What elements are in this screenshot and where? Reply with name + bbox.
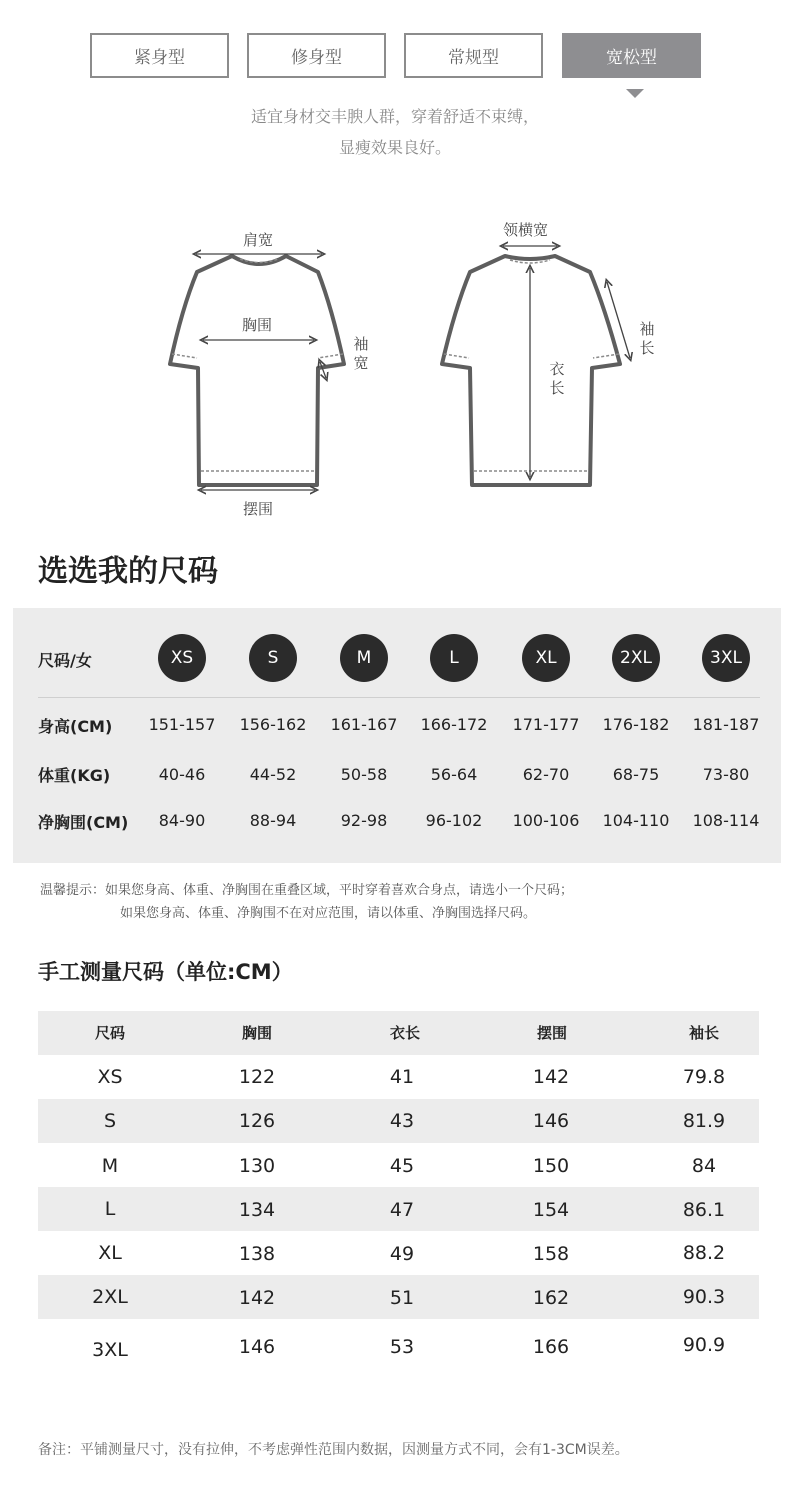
weight-value: 73-80 (702, 765, 750, 784)
column-header-chest: 胸围 (241, 1024, 272, 1042)
front-tshirt-icon (170, 256, 344, 485)
size-tip-line-2: 如果您身高、体重、净胸围不在对应范围，请以体重、净胸围选择尺码。 (120, 906, 537, 921)
size-badge-xs: XS (158, 634, 206, 682)
height-value: 181-187 (692, 715, 760, 734)
cell-hem: 154 (532, 1199, 570, 1221)
shoulder-width-label: 肩宽 (243, 231, 274, 249)
bust-value: 88-94 (249, 811, 297, 830)
cell-hem: 150 (532, 1155, 570, 1177)
size-section-title: 选选我的尺码 (38, 554, 218, 589)
weight-value: 56-64 (430, 765, 478, 784)
cell-sleeve: 86.1 (682, 1199, 726, 1221)
cell-sleeve: 90.9 (682, 1334, 726, 1356)
size-header-label: 尺码/女 (38, 651, 92, 670)
cell-chest: 126 (238, 1110, 276, 1132)
bust-row-label: 净胸围(CM) (38, 813, 129, 832)
footnote: 备注：平铺测量尺寸，没有拉伸，不考虑弹性范围内数据，因测量方式不同，会有1-3CM误差。 (38, 1442, 629, 1458)
column-header-length: 衣长 (389, 1024, 420, 1042)
cell-size: XL (98, 1242, 122, 1264)
size-badge-s: S (249, 634, 297, 682)
cell-sleeve: 90.3 (682, 1286, 726, 1308)
tshirt-measurement-diagram (0, 0, 790, 540)
cell-chest: 134 (238, 1199, 276, 1221)
cell-length: 45 (389, 1155, 415, 1177)
cell-chest: 130 (238, 1155, 276, 1177)
cell-sleeve: 88.2 (682, 1242, 726, 1264)
column-header-hem: 摆围 (536, 1024, 567, 1042)
body-length-label: 衣长 (549, 360, 565, 397)
cell-size: L (104, 1198, 116, 1220)
height-row-label: 身高(CM) (38, 717, 113, 736)
tab-tight-fit[interactable]: 紧身型 (90, 33, 229, 78)
weight-row-label: 体重(KG) (38, 766, 111, 785)
size-badge-l: L (430, 634, 478, 682)
cell-hem: 166 (532, 1336, 570, 1358)
hem-label: 摆围 (243, 500, 274, 518)
tab-loose-fit[interactable]: 宽松型 (562, 33, 701, 78)
bust-value: 108-114 (692, 811, 760, 830)
cell-length: 47 (389, 1199, 415, 1221)
height-value: 151-157 (148, 715, 216, 734)
back-tshirt-icon (442, 256, 620, 485)
cell-size: 3XL (92, 1339, 128, 1361)
weight-value: 50-58 (340, 765, 388, 784)
cell-chest: 142 (238, 1287, 276, 1309)
chest-label: 胸围 (242, 316, 273, 334)
sleeve-width-label: 袖宽 (353, 335, 369, 372)
weight-value: 62-70 (522, 765, 570, 784)
cell-length: 53 (389, 1336, 415, 1358)
weight-value: 44-52 (249, 765, 297, 784)
cell-sleeve: 81.9 (682, 1110, 726, 1132)
bust-value: 104-110 (602, 811, 670, 830)
cell-sleeve: 84 (691, 1155, 717, 1177)
tab-slim-fit[interactable]: 修身型 (247, 33, 386, 78)
cell-hem: 146 (532, 1110, 570, 1132)
bust-value: 84-90 (158, 811, 206, 830)
bust-value: 100-106 (512, 811, 580, 830)
height-value: 166-172 (420, 715, 488, 734)
sleeve-length-label: 袖长 (639, 320, 655, 357)
height-value: 161-167 (330, 715, 398, 734)
cell-length: 51 (389, 1287, 415, 1309)
cell-size: M (101, 1155, 119, 1177)
size-tip-line-1: 温馨提示：如果您身高、体重、净胸围在重叠区域，平时穿着喜欢合身点，请选小一个尺码； (40, 883, 574, 898)
weight-value: 68-75 (612, 765, 660, 784)
cell-length: 49 (389, 1243, 415, 1265)
size-badge-xl: XL (522, 634, 570, 682)
panel-divider (38, 697, 760, 698)
cell-chest: 138 (238, 1243, 276, 1265)
cell-hem: 142 (532, 1066, 570, 1088)
cell-size: 2XL (92, 1286, 128, 1308)
cell-length: 41 (389, 1066, 415, 1088)
height-value: 176-182 (602, 715, 670, 734)
size-badge-2xl: 2XL (612, 634, 660, 682)
measurement-title: 手工测量尺码（单位:CM） (38, 960, 293, 984)
cell-size: S (103, 1110, 117, 1132)
column-header-size: 尺码 (94, 1024, 125, 1042)
weight-value: 40-46 (158, 765, 206, 784)
neck-width-label: 领横宽 (503, 221, 549, 239)
tab-regular-fit[interactable]: 常规型 (404, 33, 543, 78)
bust-value: 96-102 (425, 811, 483, 830)
cell-size: XS (97, 1066, 123, 1088)
cell-hem: 158 (532, 1243, 570, 1265)
size-badge-3xl: 3XL (702, 634, 750, 682)
fit-description-line-1: 适宜身材交丰腴人群，穿着舒适不束缚， (250, 107, 539, 126)
cell-chest: 122 (238, 1066, 276, 1088)
cell-hem: 162 (532, 1287, 570, 1309)
cell-length: 43 (389, 1110, 415, 1132)
fit-description-line-2: 显瘦效果良好。 (338, 138, 451, 157)
column-header-sleeve: 袖长 (688, 1024, 719, 1042)
size-badge-m: M (340, 634, 388, 682)
bust-value: 92-98 (340, 811, 388, 830)
cell-sleeve: 79.8 (682, 1066, 726, 1088)
cell-chest: 146 (238, 1336, 276, 1358)
height-value: 171-177 (512, 715, 580, 734)
height-value: 156-162 (239, 715, 307, 734)
